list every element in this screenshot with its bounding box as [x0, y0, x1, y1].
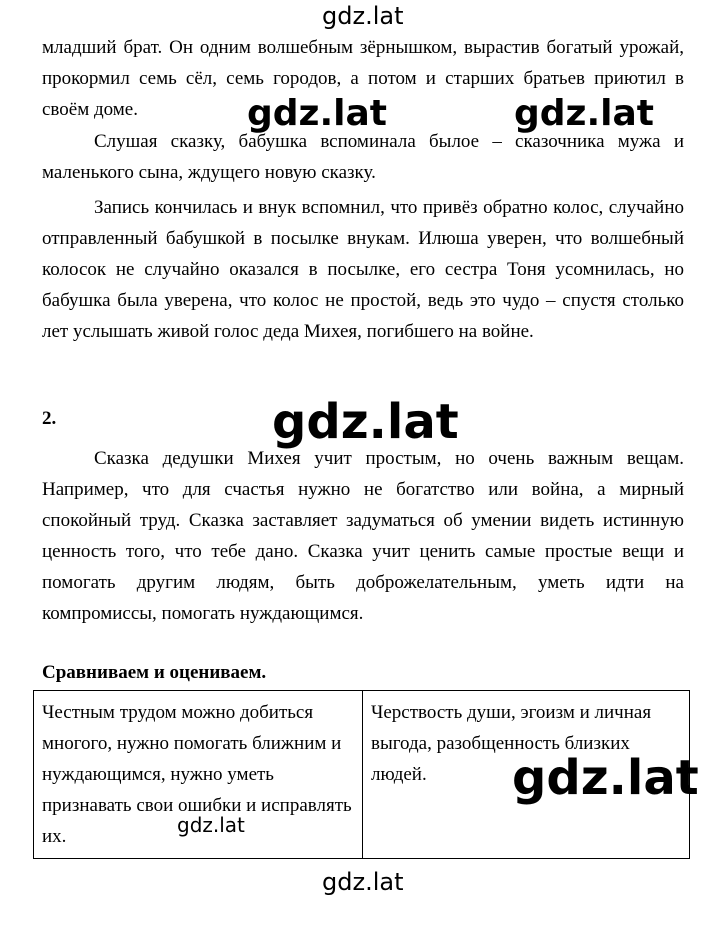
watermark-table: gdz.lat [512, 750, 699, 806]
paragraph-1: младший брат. Он одним волшебным зёрнышком, вырастив богатый урожай, прокормил семь сёл, семь городов, а потом и старших братьев приютил в своём доме. [42, 37, 684, 120]
watermark-bottom: gdz.lat [322, 868, 404, 896]
section-number: 2. [42, 408, 57, 429]
table-cell-right: Черствость души, эгоизм и личная выгода, разобщенность близких людей. [363, 691, 690, 859]
watermark-small: gdz.lat [177, 813, 245, 837]
watermark-mid-right: gdz.lat [514, 93, 655, 134]
table-cell-left: Честным трудом можно добиться многого, нужно помогать ближним и нуждающимся, нужно уметь признавать свои ошибки и исправлять их. [34, 691, 363, 859]
paragraph-2: Слушая сказку, бабушка вспоминала былое – сказочника мужа и маленького сына, ждущего новую сказку. [42, 131, 684, 183]
watermark-big-center: gdz.lat [272, 394, 459, 450]
paragraph-3: Запись кончилась и внук вспомнил, что привёз обратно колос, случайно отправленный бабушкой в посылке внукам. Илюша уверен, что волшебный колосок не случайно оказался в посылке, его сестра Тоня усомнилась, но бабушка была уверена, что колос не простой, ведь это чудо – спустя столько лет услышать живой голос деда Михея, погибшего на войне. [42, 197, 684, 342]
paragraph-4: Сказка дедушки Михея учит простым, но очень важным вещам. Например, что для счастья нужно не богатство или война, а мирный спокойный труд. Сказка заставляет задуматься об умении видеть истинную ценность того, что тебе дано. Сказка учит ценить самые простые вещи и помогать другим людям, быть доброжелательным, уметь идти на компромиссы, помогать нуждающимся. [42, 448, 684, 624]
watermark-mid-left: gdz.lat [247, 93, 388, 134]
watermark-top: gdz.lat [322, 2, 404, 30]
section-heading: Сравниваем и оцениваем. [42, 662, 267, 683]
